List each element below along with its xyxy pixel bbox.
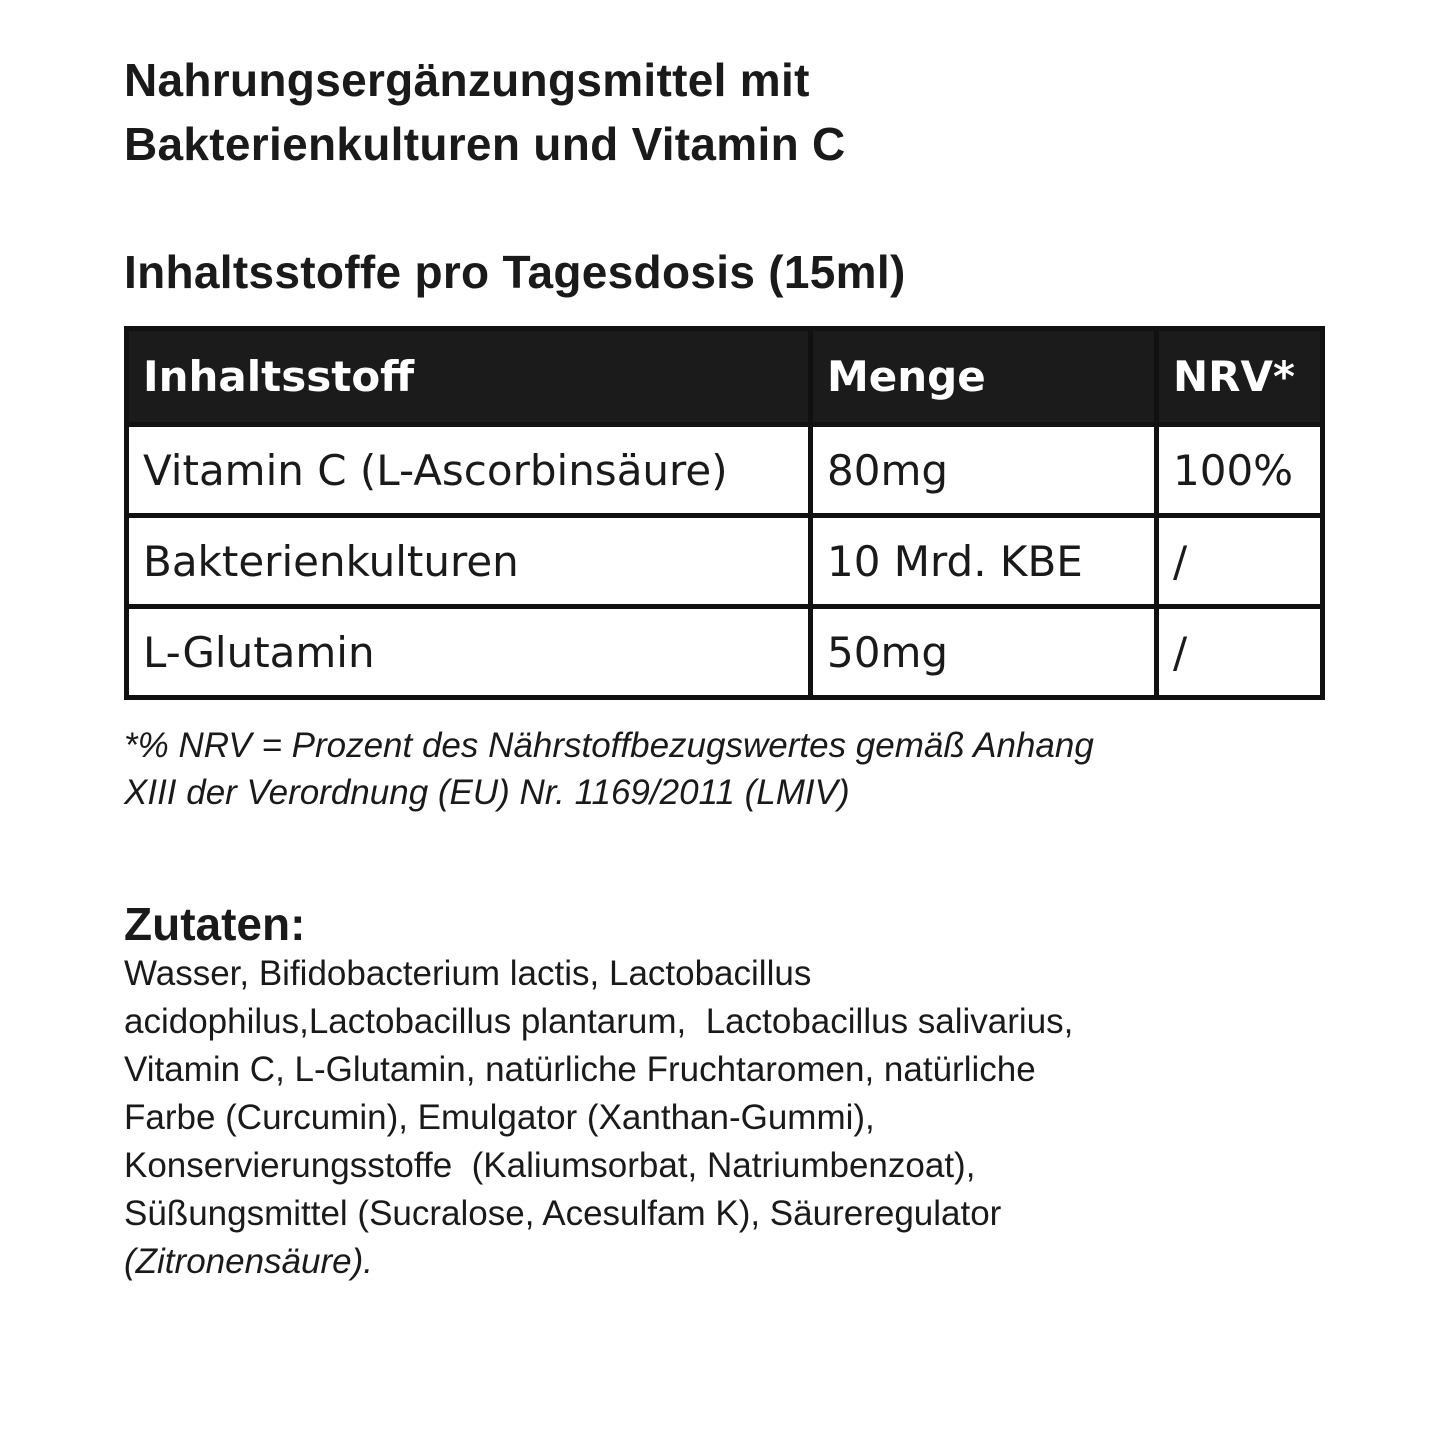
product-title-line-2: Bakterienkulturen und Vitamin C <box>124 118 846 170</box>
ingredients-line: Farbe (Curcumin), Emulgator (Xanthan-Gummi), <box>124 1098 875 1137</box>
ingredients-line: acidophilus,Lactobacillus plantarum, Lactobacillus salivarius, <box>124 1002 1074 1041</box>
column-header-ingredient: Inhaltsstoff <box>127 329 811 425</box>
ingredients-line: Wasser, Bifidobacterium lactis, Lactobacillus <box>124 954 812 993</box>
label-page <box>124 48 1324 1286</box>
cell-amount: 50mg <box>811 607 1157 698</box>
ingredients-line: Vitamin C, L-Glutamin, natürliche Fruchtaromen, natürliche <box>124 1050 1036 1089</box>
ingredients-list <box>124 950 1324 1286</box>
cell-amount: 80mg <box>811 425 1157 516</box>
product-title-line-1: Nahrungsergänzungsmittel mit <box>124 54 810 106</box>
nutrients-heading: Inhaltsstoffe pro Tagesdosis (15ml) <box>124 246 906 298</box>
nutrient-table <box>124 326 1325 700</box>
product-title <box>124 48 1324 176</box>
cell-ingredient: Bakterienkulturen <box>127 516 811 607</box>
cell-amount: 10 Mrd. KBE <box>811 516 1157 607</box>
table-header-row <box>127 329 1323 425</box>
cell-nrv: 100% <box>1157 425 1323 516</box>
ingredients-line: Süßungsmittel (Sucralose, Acesulfam K), Säureregulator <box>124 1194 1002 1233</box>
cell-ingredient: Vitamin C (L-Ascorbinsäure) <box>127 425 811 516</box>
column-header-amount: Menge <box>811 329 1157 425</box>
cell-nrv: / <box>1157 607 1323 698</box>
ingredients-line: (Zitronensäure). <box>124 1242 373 1281</box>
table-row <box>127 425 1323 516</box>
nrv-footnote <box>124 722 1324 816</box>
footnote-line-2: XIII der Verordnung (EU) Nr. 1169/2011 (LMIV) <box>124 773 850 812</box>
ingredients-heading: Zutaten: <box>124 898 306 950</box>
column-header-nrv: NRV* <box>1157 329 1323 425</box>
table-row <box>127 516 1323 607</box>
cell-nrv: / <box>1157 516 1323 607</box>
footnote-line-1: *% NRV = Prozent des Nährstoffbezugswertes gemäß Anhang <box>124 726 1094 765</box>
cell-ingredient: L-Glutamin <box>127 607 811 698</box>
ingredients-line: Konservierungsstoffe (Kaliumsorbat, Natriumbenzoat), <box>124 1146 976 1185</box>
table-row <box>127 607 1323 698</box>
